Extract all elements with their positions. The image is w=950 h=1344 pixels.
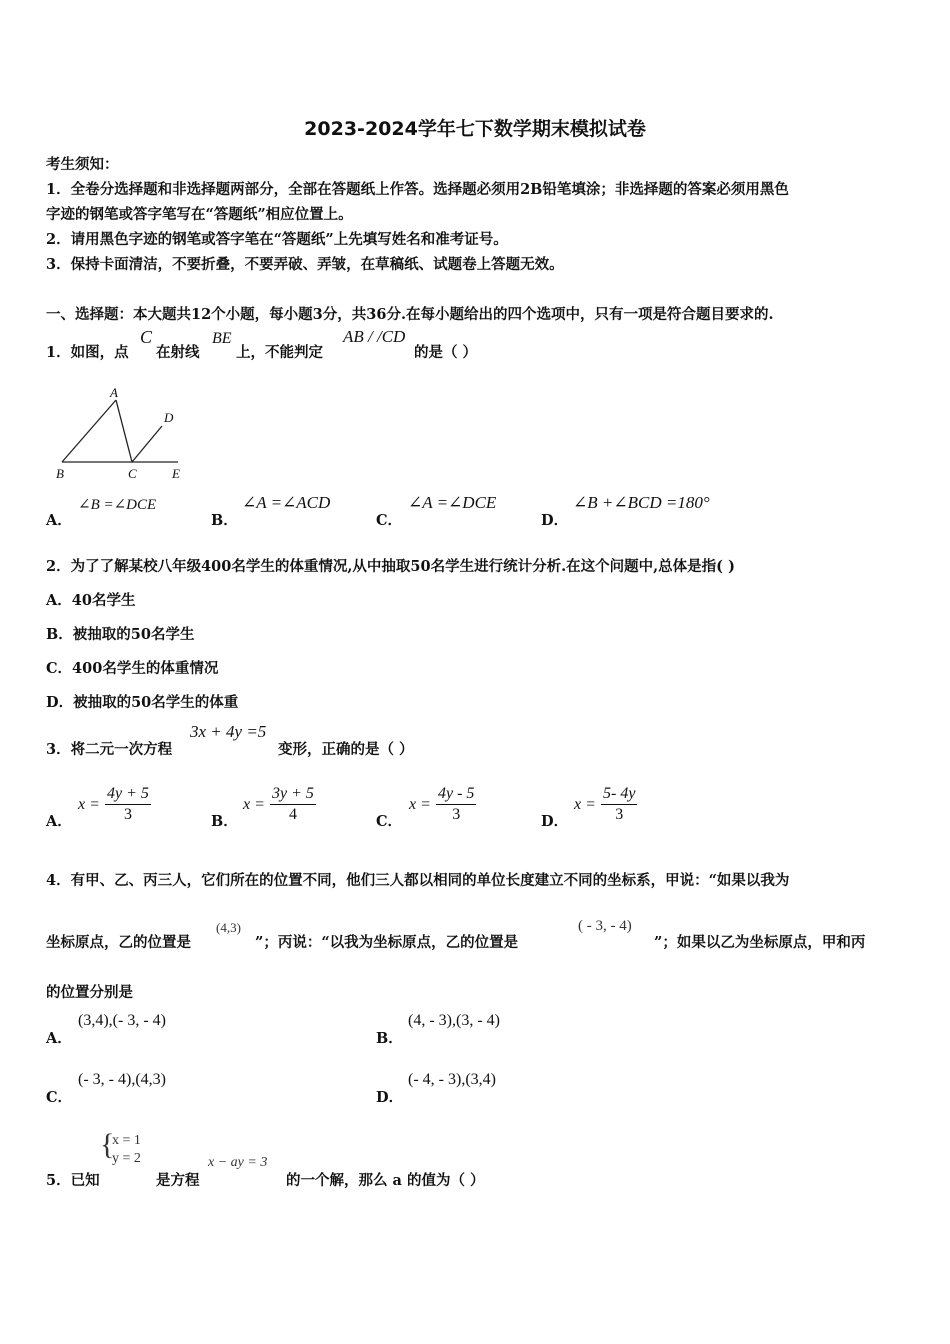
q2-option-b[interactable]: B．被抽取的50名学生 xyxy=(46,626,195,643)
q1-stem-part4: 的是（ ） xyxy=(414,344,478,361)
q5-stem-part3: 的一个解，那么 a 的值为（ ） xyxy=(286,1172,485,1189)
q1-stem-part2: 在射线 xyxy=(156,344,200,361)
q1-option-a-expr: ∠B =∠DCE xyxy=(78,497,157,513)
q2-option-c[interactable]: C．400名学生的体重情况 xyxy=(46,660,219,677)
q3-stem-part2: 变形，正确的是（ ） xyxy=(278,741,414,758)
q4-option-b-label[interactable]: B． xyxy=(376,1030,403,1047)
page-title: 2023-2024学年七下数学期末模拟试卷 xyxy=(304,118,646,140)
q1-option-d-expr: ∠B +∠BCD =180° xyxy=(573,493,710,512)
q4-option-d-label[interactable]: D． xyxy=(376,1089,404,1106)
q5-system-eq2: y = 2 xyxy=(112,1151,141,1166)
q4-option-a-expr: (3,4),(- 3, - 4) xyxy=(78,1012,166,1029)
q5-stem-part1: 5．已知 xyxy=(46,1172,100,1189)
q4-stem-line2b: ”；丙说：“以我为坐标原点，乙的位置是 xyxy=(255,934,519,951)
notice-heading: 考生须知： xyxy=(46,156,119,173)
q4-option-b-expr: (4, - 3),(3, - 4) xyxy=(408,1012,500,1029)
q5-equation: x − ay = 3 xyxy=(208,1155,268,1170)
q3-option-a-expr: x = $\frac{4y + 5}{3}$ xyxy=(78,785,149,823)
q1-geometry-figure xyxy=(52,384,192,484)
q1-option-b-expr: ∠A =∠ACD xyxy=(242,493,331,512)
q3-stem-part1: 3．将二元一次方程 xyxy=(46,741,173,758)
q1-point-c: C xyxy=(140,327,153,347)
q1-option-c-label[interactable]: C． xyxy=(376,512,403,529)
label-e: E xyxy=(172,466,180,481)
q4-point-2: ( - 3, - 4) xyxy=(578,918,632,934)
q3-option-b-label[interactable]: B． xyxy=(211,813,238,830)
q1-option-c-expr: ∠A =∠DCE xyxy=(408,493,497,512)
q2-option-a[interactable]: A．40名学生 xyxy=(46,592,136,609)
q5-system-eq1: x = 1 xyxy=(112,1133,141,1148)
q4-stem-line3: 的位置分别是 xyxy=(46,984,133,1001)
q4-option-c-expr: (- 3, - 4),(4,3) xyxy=(78,1071,166,1088)
notice-line-3: 3．保持卡面清洁，不要折叠，不要弄破、弄皱，在草稿纸、试题卷上答题无效。 xyxy=(46,256,564,273)
q4-stem-line1: 4．有甲、乙、丙三人，它们所在的位置不同，他们三人都以相同的单位长度建立不同的坐标系，甲说：“如果以我为 xyxy=(46,872,790,889)
label-a: A xyxy=(110,385,118,400)
q3-option-b-expr: x = $\frac{3y + 5}{4}$ xyxy=(243,785,314,823)
label-b: B xyxy=(56,466,64,481)
q2-option-d[interactable]: D．被抽取的50名学生的体重 xyxy=(46,694,239,711)
notice-line-1a: 1．全卷分选择题和非选择题两部分，全部在答题纸上作答。选择题必须用2B铅笔填涂；非选择题的答案必须用黑色 xyxy=(46,181,789,198)
q1-option-a-label[interactable]: A． xyxy=(46,512,72,529)
q4-stem-line2c: ”；如果以乙为坐标原点，甲和丙 xyxy=(654,934,866,951)
section-heading: 一、选择题：本大题共12个小题，每小题3分，共36分.在每小题给出的四个选项中，只有一项是符合题目要求的. xyxy=(46,306,774,323)
q4-option-d-expr: (- 4, - 3),(3,4) xyxy=(408,1071,496,1088)
q1-stem-part1: 1．如图，点 xyxy=(46,344,129,361)
q1-stem-part3: 上，不能判定 xyxy=(236,344,323,361)
q3-option-c-expr: x = $\frac{4y - 5}{3}$ xyxy=(409,785,475,823)
q4-point-1: (4,3) xyxy=(216,920,241,935)
q4-option-c-label[interactable]: C． xyxy=(46,1089,73,1106)
segment-ac xyxy=(116,400,132,462)
q3-option-a-label[interactable]: A． xyxy=(46,813,72,830)
q3-option-d-expr: x = $\frac{5- 4y}{3}$ xyxy=(574,785,636,823)
q1-option-d-label[interactable]: D． xyxy=(541,512,569,529)
q1-option-b-label[interactable]: B． xyxy=(211,512,238,529)
q4-stem-line2a: 坐标原点，乙的位置是 xyxy=(46,934,191,951)
q3-option-d-label[interactable]: D． xyxy=(541,813,569,830)
q3-equation: 3x + 4y =5 xyxy=(190,722,267,741)
notice-line-1b: 字迹的钢笔或答字笔写在“答题纸”相应位置上。 xyxy=(46,206,353,223)
q5-stem-part2: 是方程 xyxy=(156,1172,200,1189)
q2-stem: 2．为了了解某校八年级400名学生的体重情况,从中抽取50名学生进行统计分析.在这个问题中,总体是指( ) xyxy=(46,558,735,575)
q4-option-a-label[interactable]: A． xyxy=(46,1030,72,1047)
q1-ray-be: BE xyxy=(212,330,232,347)
notice-line-2: 2．请用黑色字迹的钢笔或答字笔在“答题纸”上先填写姓名和准考证号。 xyxy=(46,231,508,248)
segment-cd xyxy=(132,426,162,462)
q3-option-c-label[interactable]: C． xyxy=(376,813,403,830)
label-d: D xyxy=(164,410,174,425)
q1-parallel-expr: AB / /CD xyxy=(343,327,406,346)
label-c: C xyxy=(128,466,137,481)
q5-system-brace: { xyxy=(100,1128,115,1161)
segment-ab xyxy=(62,400,116,462)
